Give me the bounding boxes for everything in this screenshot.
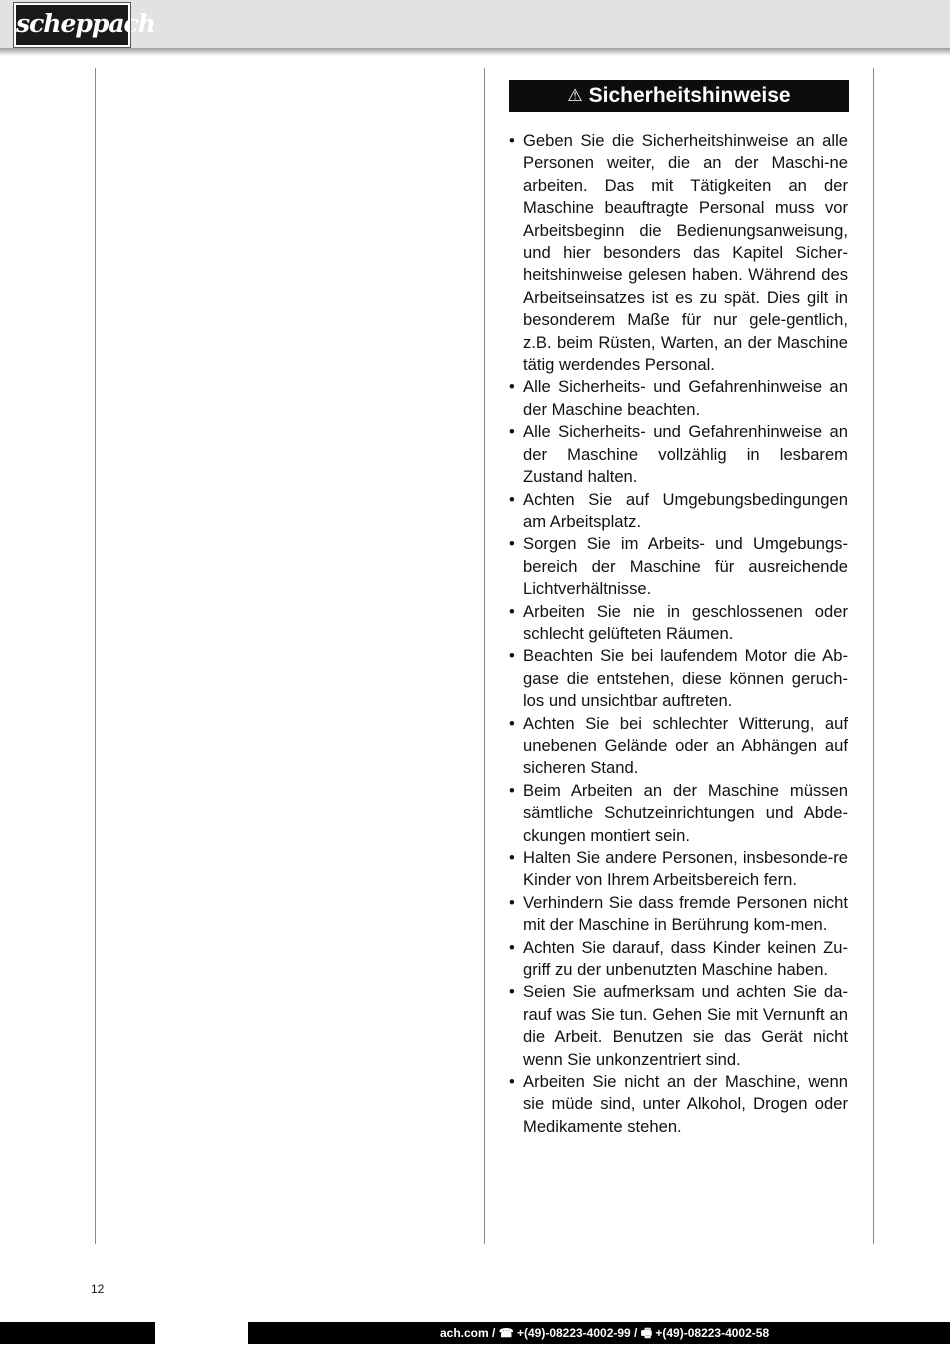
list-item: • Arbeiten Sie nie in geschlossenen oder schlecht gelüfteten Räumen. [509, 601, 848, 646]
section-title-text: Sicherheitshinweise [588, 84, 791, 107]
list-item: • Sorgen Sie im Arbeits- und Umgebungs-bereich der Maschine für ausreichende Lichtverhältnisse. [509, 533, 848, 600]
list-item: • Beim Arbeiten an der Maschine müssen sämtliche Schutzeinrichtungen und Abde-ckungen montiert sein. [509, 780, 848, 847]
list-item: • Halten Sie andere Personen, insbesonde-re Kinder von Ihrem Arbeitsbereich fern. [509, 847, 848, 892]
list-item: • Achten Sie auf Umgebungsbedingungen am Arbeitsplatz. [509, 489, 848, 534]
column-divider-middle [484, 68, 485, 1244]
list-item: • Achten Sie bei schlechter Witterung, auf unebenen Gelände oder an Abhängen auf sicheren Stand. [509, 713, 848, 780]
section-title [509, 80, 849, 112]
warning-icon: ⚠ [567, 86, 583, 105]
list-item: • Alle Sicherheits- und Gefahrenhinweise an der Maschine vollzählig in lesbarem Zustand halten. [509, 421, 848, 488]
list-item: • Verhindern Sie dass fremde Personen nicht mit der Maschine in Berührung kom-men. [509, 892, 848, 937]
list-item: • Arbeiten Sie nicht an der Maschine, wenn sie müde sind, unter Alkohol, Drogen oder Medikamente stehen. [509, 1071, 848, 1138]
list-item: • Seien Sie aufmerksam und achten Sie da-rauf was Sie tun. Gehen Sie mit Vernunft an die Arbeit. Benutzen sie das Gerät nicht wenn Sie unkonzentriert sind. [509, 981, 848, 1071]
list-item: • Beachten Sie bei laufendem Motor die Ab-gase die entstehen, diese können geruch-los und unsichtbar auftreten. [509, 645, 848, 712]
column-divider-right [873, 68, 874, 1244]
list-item: • Alle Sicherheits- und Gefahrenhinweise an der Maschine beachten. [509, 376, 848, 421]
column-divider-left [95, 68, 96, 1244]
list-item: • Achten Sie darauf, dass Kinder keinen Zu-griff zu der unbenutzten Maschine haben. [509, 937, 848, 982]
footer-bar-right [248, 1322, 950, 1344]
safety-instructions-list [509, 130, 848, 1138]
page-number: 12 [91, 1282, 105, 1296]
list-item: • Geben Sie die Sicherheitshinweise an alle Personen weiter, die an der Maschi-ne arbeiten. Das mit Tätigkeiten an der Maschine beauftragte Personal muss vor Arbeitsbeginn die Bedienungsanweisung, und hier besonders das Kapitel Sicher-heitshinweise gelesen haben. Während des Arbeitseinsatzes ist es zu spät. Dies gilt in besonderem Maße für nur gele-gentlich, z.B. beim Rüsten, Warten, an der Maschine tätig werdendes Personal. [509, 130, 848, 376]
header-bar [0, 0, 950, 48]
header-shadow [0, 48, 950, 56]
footer-contact: ach.com / ☎ +(49)-08223-4002-99 / 🖷 +(49)-08223-4002-58 [440, 1326, 770, 1340]
footer-bar-left [0, 1322, 155, 1344]
brand-logo: scheppach [14, 3, 130, 47]
